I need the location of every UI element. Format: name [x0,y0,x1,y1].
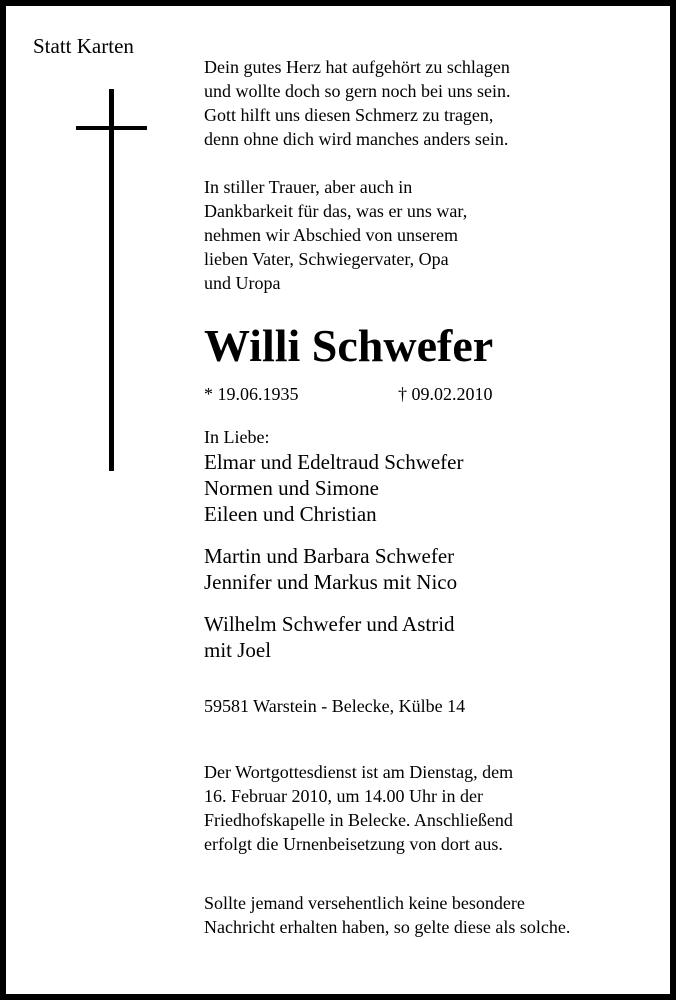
poem-line: und wollte doch so gern noch bei uns sein. [204,81,511,101]
mourner-line: Martin und Barbara Schwefer [204,544,455,568]
cross-icon [109,89,114,471]
service-line: erfolgt die Urnenbeisetzung von dort aus. [204,834,503,854]
mourner-line: mit Joel [204,638,272,662]
farewell-line: In stiller Trauer, aber auch in [204,177,413,197]
notification-note [204,891,570,939]
service-line: Der Wortgottesdienst ist am Dienstag, dem [204,762,514,782]
deceased-name: Willi Schwefer [204,320,494,371]
service-line: Friedhofskapelle in Belecke. Anschließend [204,810,513,830]
poem-verse [204,55,510,151]
note-line: Nachricht erhalten haben, so gelte diese als solche. [204,917,571,937]
service-line: 16. Februar 2010, um 14.00 Uhr in der [204,786,483,806]
death-date: † 09.02.2010 [398,384,493,404]
mourner-line: Eileen und Christian [204,502,377,526]
mourner-line: Wilhelm Schwefer und Astrid [204,612,455,636]
farewell-line: Dankbarkeit für das, was er uns war, [204,201,468,221]
poem-line: Gott hilft uns diesen Schmerz zu tragen, [204,105,494,125]
mourner-group-1 [204,449,464,527]
mourner-line: Jennifer und Markus mit Nico [204,570,458,594]
mourners-heading: In Liebe: [204,427,270,447]
mourner-line: Normen und Simone [204,476,379,500]
farewell-line: lieben Vater, Schwiegervater, Opa [204,249,449,269]
family-address: 59581 Warstein - Belecke, Külbe 14 [204,696,466,716]
statt-karten-label: Statt Karten [33,34,134,58]
service-info [204,760,513,856]
poem-line: Dein gutes Herz hat aufgehört zu schlagen [204,57,510,77]
farewell-line: und Uropa [204,273,281,293]
farewell-text [204,175,467,295]
farewell-line: nehmen wir Abschied von unserem [204,225,458,245]
cross-icon-crossbar [76,126,147,130]
mourner-line: Elmar und Edeltraud Schwefer [204,450,464,474]
poem-line: denn ohne dich wird manches anders sein. [204,129,509,149]
mourner-group-3 [204,611,455,663]
mourner-group-2 [204,543,457,595]
note-line: Sollte jemand versehentlich keine besondere [204,893,525,913]
birth-date: * 19.06.1935 [204,384,299,404]
